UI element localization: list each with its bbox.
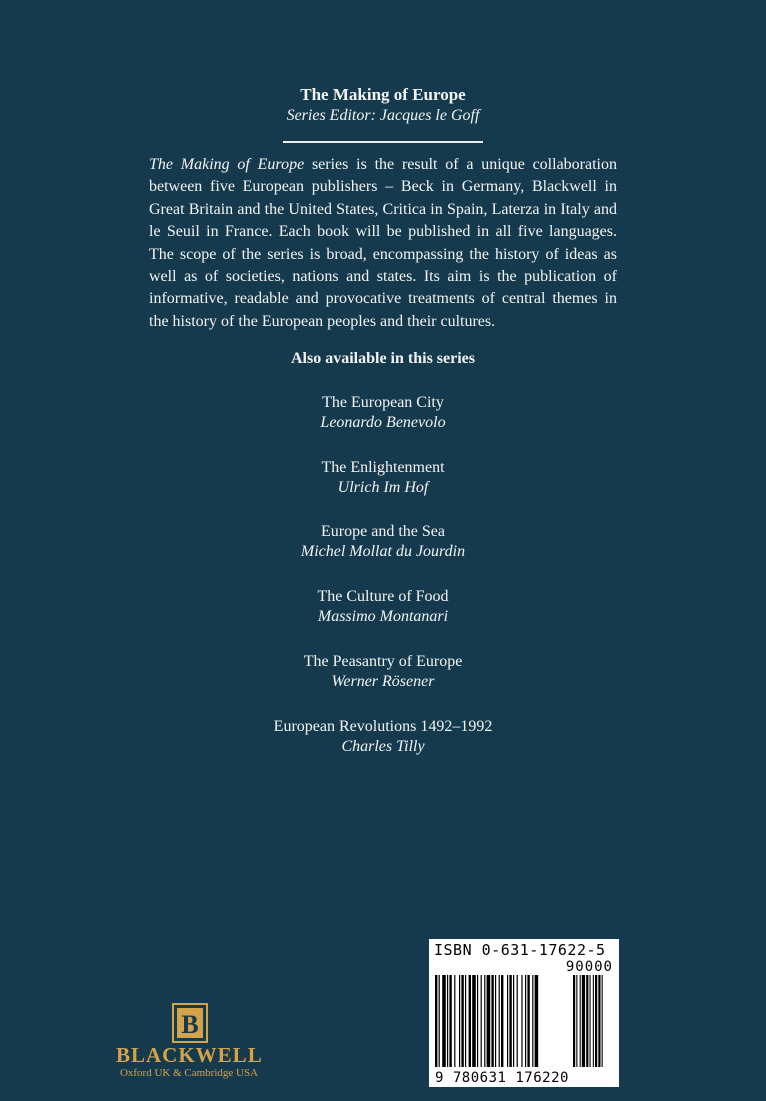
- book-title: The Enlightenment: [321, 459, 445, 476]
- book-entry: [0, 522, 766, 562]
- book-author: Massimo Montanari: [317, 608, 449, 625]
- barcode-bars: [435, 975, 613, 1067]
- book-author: Leonardo Benevolo: [320, 414, 446, 431]
- barcode-addon: 90000: [565, 959, 613, 975]
- also-available-heading: Also available in this series: [290, 350, 475, 367]
- book-author: Michel Mollat du Jourdin: [300, 543, 466, 560]
- book-entry: [0, 458, 766, 498]
- barcode: [429, 939, 619, 1087]
- isbn-text: ISBN 0-631-17622-5: [434, 941, 606, 959]
- book-title: Europe and the Sea: [321, 523, 445, 540]
- publisher-name: BLACKWELL: [116, 1043, 263, 1067]
- series-description-text: series is the result of a unique collaboration between five European publishers – Beck in Germany, Blackwell in Great Britain and the United States, Critica in Spain, Laterza in Italy and le Seuil in France. Each book will be published in all five languages. The scope of the series is broad, encompassing the history of ideas as well as of societies, nations and states. Its aim is the publication of informative, readable and provocative treatments of central themes in the history of the European peoples and their cultures.: [149, 156, 617, 330]
- book-entry: [0, 587, 766, 627]
- book-title: The European City: [322, 394, 444, 411]
- book-entry: [0, 652, 766, 692]
- book-entry: [0, 717, 766, 757]
- book-author: Ulrich Im Hof: [337, 479, 429, 496]
- ean-number: 9 780631 176220: [435, 1070, 569, 1086]
- publisher-tagline: Oxford UK & Cambridge USA: [119, 1067, 259, 1079]
- series-editor: Series Editor: Jacques le Goff: [286, 107, 480, 124]
- book-entry: [0, 393, 766, 433]
- series-name-italic: The Making of Europe: [149, 156, 305, 173]
- book-title: The Peasantry of Europe: [303, 653, 463, 670]
- logo-letter: B: [181, 1010, 199, 1039]
- divider-rule: [283, 141, 483, 143]
- book-title: The Culture of Food: [317, 588, 449, 605]
- book-author: Charles Tilly: [341, 738, 425, 755]
- series-title: The Making of Europe: [300, 85, 466, 104]
- series-description: [149, 154, 617, 333]
- blackwell-logo-icon: [172, 1003, 208, 1043]
- book-title: European Revolutions 1492–1992: [273, 718, 493, 735]
- book-author: Werner Rösener: [331, 673, 435, 690]
